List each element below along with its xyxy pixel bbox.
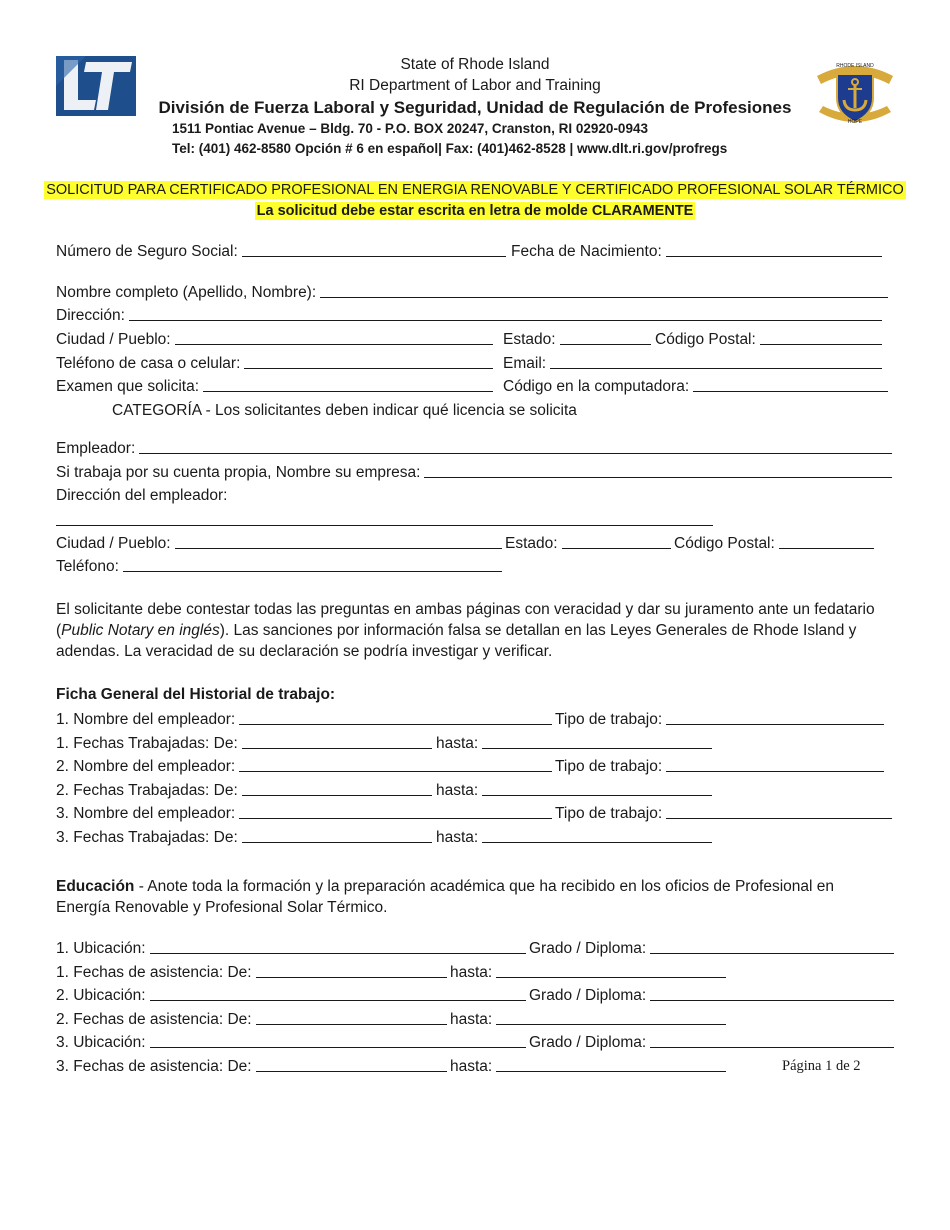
work1-job-label: Tipo de trabajo:	[555, 711, 663, 728]
work1-employer-field[interactable]	[56, 709, 552, 730]
edu3-from-label: 3. Fechas de asistencia: De:	[56, 1058, 252, 1075]
edu3-location-label: 3. Ubicación:	[56, 1034, 146, 1051]
exam-label: Examen que solicita:	[56, 378, 200, 395]
edu1-degree-label: Grado / Diploma:	[529, 940, 647, 957]
employer-address-label: Dirección del empleador:	[56, 487, 228, 504]
edu3-degree-label: Grado / Diploma:	[529, 1034, 647, 1051]
edu3-degree-field[interactable]	[529, 1032, 894, 1053]
self-employed-field[interactable]	[56, 462, 892, 483]
edu2-from-field[interactable]	[56, 1009, 447, 1030]
mailing-address: 1511 Pontiac Avenue – Bldg. 70 - P.O. BOX 20247, Cranston, RI 02920-0943	[172, 121, 648, 136]
ssn-field[interactable]	[56, 241, 506, 262]
email-label: Email:	[503, 355, 547, 372]
work1-from-field[interactable]	[56, 733, 432, 754]
dob-label: Fecha de Nacimiento:	[511, 243, 662, 260]
edu3-from-field[interactable]	[56, 1056, 447, 1077]
work1-until-field[interactable]	[436, 733, 712, 754]
phone-field[interactable]	[56, 353, 493, 374]
work3-from-label: 3. Fechas Trabajadas: De:	[56, 829, 238, 846]
state-field[interactable]	[503, 329, 651, 350]
rhode-island-seal-icon	[813, 56, 897, 130]
edu2-degree-label: Grado / Diploma:	[529, 987, 647, 1004]
work3-until-label: hasta:	[436, 829, 479, 846]
seal-top-text: RHODE ISLAND	[836, 63, 874, 69]
edu2-degree-field[interactable]	[529, 985, 894, 1006]
employer-city-label: Ciudad / Pueblo:	[56, 535, 171, 552]
dlt-logo-icon	[56, 56, 136, 116]
phone-label: Teléfono de casa o celular:	[56, 355, 241, 372]
state-name: State of Rhode Island	[400, 56, 550, 73]
work3-employer-field[interactable]	[56, 803, 552, 824]
edu1-from-label: 1. Fechas de asistencia: De:	[56, 964, 252, 981]
seal-bottom-text: HOPE	[847, 119, 863, 125]
edu2-until-label: hasta:	[450, 1011, 493, 1028]
division-name: División de Fuerza Laboral y Seguridad, Unidad de Regulación de Profesiones	[158, 98, 792, 117]
employer-field[interactable]	[56, 438, 892, 459]
edu3-location-field[interactable]	[56, 1032, 526, 1053]
work3-job-label: Tipo de trabajo:	[555, 805, 663, 822]
employer-state-label: Estado:	[505, 535, 558, 552]
work3-job-field[interactable]	[555, 803, 892, 824]
employer-phone-label: Teléfono:	[56, 558, 119, 575]
work1-employer-label: 1. Nombre del empleador:	[56, 711, 236, 728]
employer-address-input[interactable]	[56, 510, 713, 526]
work-history-heading: Ficha General del Historial de trabajo:	[56, 686, 336, 703]
edu2-location-label: 2. Ubicación:	[56, 987, 146, 1004]
email-field[interactable]	[503, 353, 882, 374]
dob-field[interactable]	[511, 241, 882, 262]
work2-job-field[interactable]	[555, 756, 884, 777]
full-name-label: Nombre completo (Apellido, Nombre):	[56, 284, 317, 301]
edu2-from-label: 2. Fechas de asistencia: De:	[56, 1011, 252, 1028]
contact-info: Tel: (401) 462-8580 Opción # 6 en español| Fax: (401)462-8528 | www.dlt.ri.gov/profregs	[172, 141, 728, 156]
edu1-from-field[interactable]	[56, 962, 447, 983]
address-field[interactable]	[56, 305, 882, 326]
work1-until-label: hasta:	[436, 735, 479, 752]
work2-employer-label: 2. Nombre del empleador:	[56, 758, 236, 775]
work2-from-label: 2. Fechas Trabajadas: De:	[56, 782, 238, 799]
oath-paragraph	[56, 599, 886, 662]
department-name: RI Department of Labor and Training	[349, 77, 601, 94]
ssn-label: Número de Seguro Social:	[56, 243, 238, 260]
edu1-degree-field[interactable]	[529, 938, 894, 959]
computer-code-field[interactable]	[503, 376, 888, 397]
zip-field[interactable]	[655, 329, 882, 350]
computer-code-label: Código en la computadora:	[503, 378, 690, 395]
work2-job-label: Tipo de trabajo:	[555, 758, 663, 775]
education-paragraph	[56, 876, 886, 918]
education-intro: - Anote toda la formación y la preparación académica que ha recibido en los oficios de Profesional en Energía Renovable y Profesional Solar Térmico.	[56, 878, 835, 916]
zip-label: Código Postal:	[655, 331, 756, 348]
print-clearly-note: La solicitud debe estar escrita en letra de molde CLARAMENTE	[256, 203, 694, 219]
exam-field[interactable]	[56, 376, 493, 397]
edu2-location-field[interactable]	[56, 985, 526, 1006]
work3-until-field[interactable]	[436, 827, 712, 848]
employer-address-label-wrap	[56, 485, 227, 506]
work2-until-field[interactable]	[436, 780, 712, 801]
employer-zip-label: Código Postal:	[674, 535, 775, 552]
employer-city-field[interactable]	[56, 533, 502, 554]
form-title: SOLICITUD PARA CERTIFICADO PROFESIONAL EN ENERGIA RENOVABLE Y CERTIFICADO PROFESIONAL SOLAR TÉRMICO	[46, 182, 904, 198]
work2-employer-field[interactable]	[56, 756, 552, 777]
city-label: Ciudad / Pueblo:	[56, 331, 171, 348]
edu3-until-field[interactable]	[450, 1056, 726, 1077]
work3-employer-label: 3. Nombre del empleador:	[56, 805, 236, 822]
work2-from-field[interactable]	[56, 780, 432, 801]
city-field[interactable]	[56, 329, 493, 350]
employer-label: Empleador:	[56, 440, 136, 457]
edu1-until-label: hasta:	[450, 964, 493, 981]
address-label: Dirección:	[56, 307, 125, 324]
page-number: Página 1 de 2	[782, 1058, 861, 1074]
oath-text-italic: Public Notary en inglés	[61, 622, 220, 639]
employer-state-field[interactable]	[505, 533, 671, 554]
education-heading: Educación	[56, 878, 135, 895]
state-label: Estado:	[503, 331, 556, 348]
edu2-until-field[interactable]	[450, 1009, 726, 1030]
oath-text-1: El solicitante debe contestar todas las preguntas en ambas páginas con veracidad y dar su juramento ante un fedatario (	[56, 601, 875, 639]
edu1-location-label: 1. Ubicación:	[56, 940, 146, 957]
oath-text-2: ). Las sanciones por información falsa se detallan en las Leyes Generales de Rhode Island y adendas. La veracidad de su declaración se podría investigar y verificar.	[56, 622, 857, 660]
work3-from-field[interactable]	[56, 827, 432, 848]
employer-zip-field[interactable]	[674, 533, 874, 554]
employer-phone-field[interactable]	[56, 556, 502, 577]
work1-job-field[interactable]	[555, 709, 884, 730]
work2-until-label: hasta:	[436, 782, 479, 799]
edu1-until-field[interactable]	[450, 962, 726, 983]
category-note: CATEGORÍA - Los solicitantes deben indicar qué licencia se solicita	[112, 402, 577, 419]
work1-from-label: 1. Fechas Trabajadas: De:	[56, 735, 238, 752]
full-name-field[interactable]	[56, 282, 888, 303]
edu3-until-label: hasta:	[450, 1058, 493, 1075]
self-employed-label: Si trabaja por su cuenta propia, Nombre su empresa:	[56, 464, 421, 481]
edu1-location-field[interactable]	[56, 938, 526, 959]
